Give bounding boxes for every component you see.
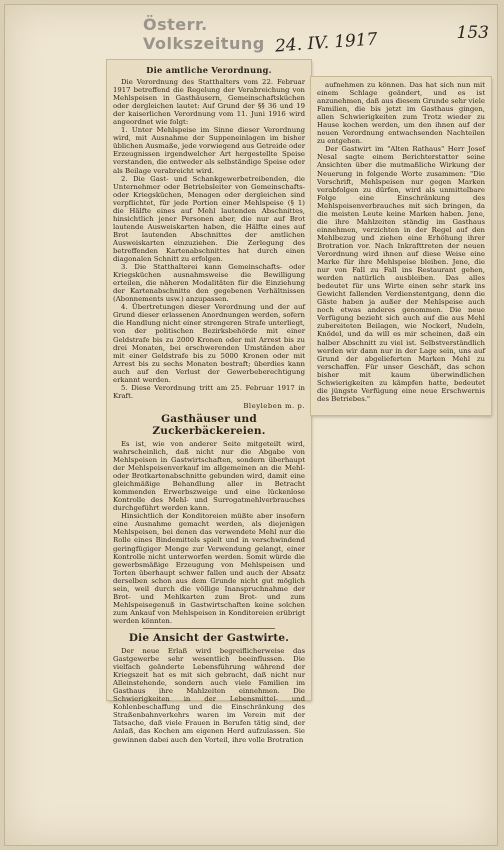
article-paragraph: 3. Die Statthalterei kann Gemeinschafts- oder Kriegsküchen ausnahmsweise die Bewilligung erteilen, die näheren Modalitäten für die Einziehung der Kartenabschnitte den gegebenen Verhältnissen (Abonnements usw.) anzupassen.: [113, 263, 305, 304]
clipping-heading: Die amtliche Verordnung.: [146, 65, 272, 75]
signature-line: Bleyleben m. p.: [243, 401, 305, 410]
article-paragraph: 4. Übertretungen dieser Verordnung und der auf Grund dieser erlassenen Anordnungen werden, sofern die Handlung nicht einer strengeren Strafe unterliegt, von der politischen Bezirksbehörde mit einer Geldstrafe bis zu 2000 Kronen oder mit Arrest bis zu drei Monaten, bei erschwerenden Umständen aber mit einer Geldstrafe bis zu 5000 Kronen oder mit Arrest bis zu sechs Monaten bestraft; überdies kann auch auf den Verlust der Gewerbeberechtigung erkannt werden.: [113, 303, 305, 384]
newspaper-masthead: Österr. Volkszeitung: [143, 15, 265, 53]
article-paragraph: Der neue Erlaß wird begreiflicherweise das Gastgewerbe sehr wesentlich beeinflussen. Die vielfach geänderte Lebensführung während der Kriegszeit hat es mit sich gebracht, daß nicht nur Alleinstehende, sondern auch viele Familien im Gasthaus ihre Mahlzeiten einnehmen. Die Schwierigkeiten in der Lebensmittel- und Kohlenbeschaffung und die Einschränkung des Straßenbahnverkehrs waren im Verein mit der Tatsache, daß viele Frauen in Berufen tätig sind, der Anlaß, das Kochen am eigenen Herd aufzulassen. Sie gewinnen dabei auch den Vorteil, ihre volle Brotration: [113, 647, 305, 744]
left-newspaper-clipping: [107, 60, 311, 744]
article-paragraph: Hinsichtlich der Konditoreien müßte aber insofern eine Ausnahme gemacht werden, als diejenigen Mehlspeisen, bei denen das verwendete Mehl nur die Rolle eines Bindemittels spielt und in verschwindend geringfügiger Menge zur Verwendung gelangt, einer Kontrolle nicht unterworfen werden. Somit würde die gewerbsmäßige Erzeugung von Mehlspeisen und Torten überhaupt schwer fallen und auch der Absatz derselben schon aus dem Grunde nicht gut möglich sein, weil durch die völlige Inanspruchnahme der Brot- und Mehlkarten zum Brot- und zum Mehlspeisegenuß in Gastwirtschaften keine solchen zum Ankauf von Mehlspeisen in Konditoreien erübrigt werden könnten.: [113, 512, 305, 625]
section-heading: Die Ansicht der Gastwirte.: [128, 632, 290, 644]
intro-paragraph: Die Verordnung des Statthalters vom 22. Februar 1917 betreffend die Regelung der Verabreichung von Mehlspeisen in Gasthäusern, Gemeinschaftsküchen oder dergleichen lautet: Auf Grund der §§ 36 und 19 der kaiserlichen Verordnung vom 11. Juni 1916 wird angeordnet wie folgt:: [113, 78, 305, 127]
section-heading: Gasthäuser und Zuckerbäckereien.: [152, 412, 266, 437]
article-paragraph: Es ist, wie von anderer Seite mitgeteilt wird, wahrscheinlich, daß nicht nur die Abgabe von Mehlspeisen in Gastwirtschaften, sondern überhaupt der Mehlspeisenverkauf im allgemeinen an die Mehl- oder Brotkartenabschnitte gebunden wird, damit eine gleichmäßige Behandlung aller in Betracht kommenden Erwerbszweige und eine lückenlose Kontrolle des Mehl- und Surrogatmehlverbrauches durchgeführt werden kann.: [113, 439, 305, 513]
article-paragraph: 1. Unter Mehlspeise im Sinne dieser Verordnung wird, mit Ausnahme der Suppeneinlagen im bisher üblichen Ausmaße, jede vorwiegend aus Getreide oder Erzeugnissen irgendwelcher Art hergestellte Speise verstanden, die entweder als selbständige Speise oder als Beilage verabreicht wird.: [113, 126, 305, 175]
article-paragraph: 2. Die Gast- und Schankgewerbetreibenden, die Unternehmer oder Betriebsleiter von Gemeinschafts- oder Kriegsküchen, Menagen oder dergleichen sind verpflichtet, für jede Portion einer Mehlspeise (§ 1) die Hälfte eines auf Mehl lautenden Abschnittes, hinsichtlich jener Personen aber, die nur auf Brot lautende Ausweiskarten haben, die Hälfte eines auf Brot lautenden Abschnittes der amtlichen Ausweiskarten einzuziehen. Die Zerlegung des betreffenden Kartenabschnittes hat durch einen diagonalen Schnitt zu erfolgen.: [113, 174, 305, 264]
right-newspaper-clipping: [311, 77, 491, 415]
handwritten-page-number: 153: [456, 23, 489, 43]
handwritten-date: 24. IV. 1917: [274, 29, 379, 57]
article-paragraph: aufnehmen zu können. Das hat sich nun mit einem Schlage geändert, und es ist anzunehmen, daß aus diesem Grunde sehr viele Familien, die bis jetzt im Gasthaus gingen, allen Schwierigkeiten zum Trotz wieder zu Hause kochen werden, um den ihnen auf der neuen Verordnung entwachsenden Nachteilen zu entgehen.: [317, 81, 485, 146]
article-paragraph: 5. Diese Verordnung tritt am 25. Februar 1917 in Kraft.: [113, 383, 305, 400]
section-divider: [143, 628, 275, 629]
archive-sheet: [4, 4, 498, 846]
article-paragraph: Der Gastwirt im "Alten Rathaus" Herr Josef Nesal sagte einem Berichterstatter seine Ansichten über die mutmaßliche Wirkung der Neuerung in folgende Worte zusammen: "Die Vorschrift, Mehlspeisen nur gegen Marken verabfolgen zu dürfen, wird als unmittelbare Folge eine Einschränkung des Mehlspeisenverbrauches mit sich bringen, da die meisten Leute keine Marken haben. Jene, die ihre Mahlzeiten ständig im Gasthaus einnehmen, verzichten in der Regel auf den Mehlbezug und ziehen eine Erhöhung ihrer Brotration vor. Nach Inkrafttreten der neuen Verordnung wird ihnen auf diese Weise eine Marke für ihre Mehlspeise bleiben. Jene, die nur von Fall zu Fall ins Restaurant gehen, werden natürlich ausbleiben. Das alles bedeutet für uns Wirte einen sehr stark ins Gewicht fallenden Verdienstentgang, denn die Gäste haben ja außer der Mehlspeise auch noch etwas anderes genommen. Die neue Verfügung bezieht sich auch auf die aus Mehl zubereiteten Beilagen, wie Nockerl, Nudeln, Knödel, und da will es mir scheinen, daß ein halber Abschnitt zu viel ist. Selbstverständlich werden wir dann nur in der Lage sein, uns auf Grund der abgelieferten Marken Mehl zu verschaffen. Für unser Geschäft, das schon bisher mit kaum überwindlichen Schwierigkeiten zu kämpfen hatte, bedeutet die jüngste Verfügung eine neue Erschwernis des Betriebes.": [317, 145, 485, 403]
